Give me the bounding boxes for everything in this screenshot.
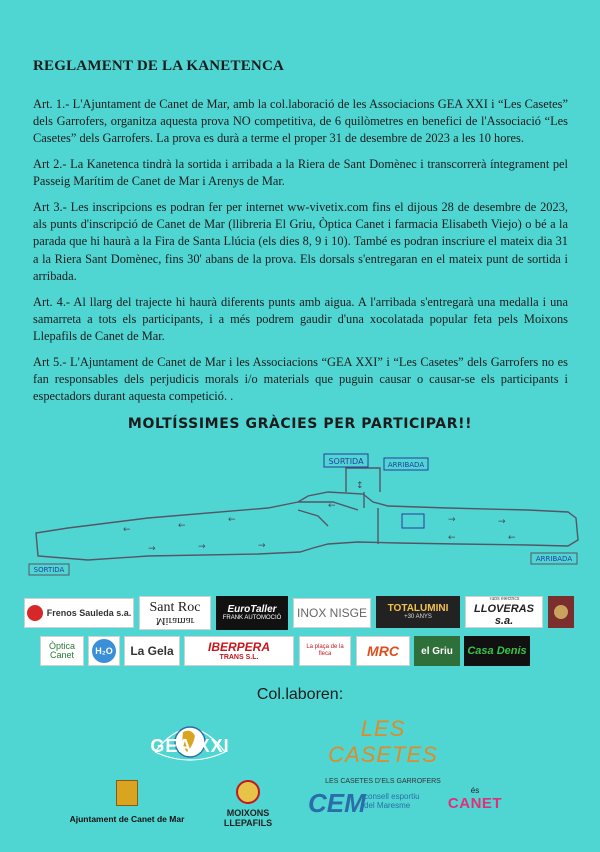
sponsor-la-placa: La plaça de la fleca bbox=[299, 636, 351, 666]
svg-text:←: ← bbox=[228, 515, 236, 525]
collab-les-casetes: LES CASETES LES CASETES D'ELS GARROFERS bbox=[325, 716, 441, 785]
article-2: Art 2.- La Kanetenca tindrà la sortida i arribada a la Riera de Sant Domènec i transcorrerà íntegrament pel Passeig Marítim de Canet de Mar i Arenys de Mar. bbox=[33, 157, 568, 189]
ajuntament-crest-icon bbox=[116, 780, 138, 806]
svg-text:←: ← bbox=[123, 525, 131, 535]
sponsor-totalumini: TOTALUMINI +30 ANYS bbox=[376, 596, 460, 628]
sponsor-sant-roc: Sant Roc Miramar bbox=[139, 596, 211, 630]
svg-text:←: ← bbox=[448, 533, 456, 543]
sponsor-casa-denis: Casa Denis bbox=[464, 636, 530, 666]
svg-text:→: → bbox=[498, 517, 506, 527]
collab-heading: Col.laboren: bbox=[256, 686, 344, 703]
sponsor-lloveras: Tubs elèctrics LLOVERAS s.a. bbox=[465, 596, 543, 628]
svg-text:→: → bbox=[448, 515, 456, 525]
sponsor-inox-nisge: INOX NISGE bbox=[293, 598, 371, 628]
collab-gea-xxi: GEA XXI bbox=[125, 712, 255, 772]
collab-ajuntament: Ajuntament de Canet de Mar bbox=[62, 780, 192, 830]
route-map bbox=[28, 448, 583, 588]
route-outline bbox=[36, 468, 578, 560]
cem-logo-icon: CEM bbox=[308, 788, 366, 818]
sponsor-badge bbox=[548, 596, 574, 628]
sponsor-frenos-sauleda: Frenos Sauleda s.a. bbox=[24, 598, 134, 628]
map-label-sortida: SORTIDA bbox=[328, 457, 364, 466]
article-5: Art 5.- L'Ajuntament de Canet de Mar i les Associacions “GEA XXI” i “Les Casetes” dels Garrofers no es fan responsables dels perjudicis morals i/o materials que puguin causar o causar-se els participants i espectadors durant aquesta competició. . bbox=[33, 355, 568, 404]
svg-text:↕: ↕ bbox=[356, 481, 364, 491]
svg-text:→: → bbox=[258, 541, 266, 551]
article-4: Art. 4.- Al llarg del trajecte hi haurà diferents punts amb aigua. A l'arribada s'entregarà una medalla i una samarreta a tots els participants, i a més podrem gaudir d'una xocolatada popular feta pels Moixons Llepafils de Canet de Mar. bbox=[33, 295, 568, 344]
sponsor-optica-canet: Òptica Canet bbox=[40, 636, 84, 666]
svg-text:→: → bbox=[198, 542, 206, 552]
svg-text:→: → bbox=[148, 544, 156, 554]
thanks-banner: MOLTÍSSIMES GRÀCIES PER PARTICIPAR!! bbox=[127, 416, 473, 432]
sauleda-logo-icon bbox=[27, 605, 43, 621]
article-1: Art. 1.- L'Ajuntament de Canet de Mar, amb la col.laboració de les Associacions GEA XXI i “Les Casetes” dels Garrofers, organitza aquesta prova NO competitiva, de 6 quilòmetres en benefici de l'Associació “Les Casetes” dels Garrofers. La prova es durà a terme el proper 31 de desembre de 2023 a les 10 hores. bbox=[33, 97, 568, 146]
page-title: REGLAMENT DE LA KANETENCA bbox=[33, 58, 285, 74]
map-label-start-right: ARRIBADA bbox=[535, 555, 573, 563]
map-label-arribada: ARRIBADA bbox=[387, 461, 425, 469]
sponsor-iberpera: IBERPERA TRANS S.L. bbox=[184, 636, 294, 666]
sponsor-mrc: MRC bbox=[356, 636, 410, 666]
svg-text:←: ← bbox=[508, 533, 516, 543]
map-label-start-left: SORTIDA bbox=[33, 566, 65, 574]
sponsor-el-griu: el Griu bbox=[414, 636, 460, 666]
sponsor-eurotaller: EuroTaller FRANK AUTOMOCIÓ bbox=[216, 596, 288, 630]
sponsor-la-gela: La Gela bbox=[124, 636, 180, 666]
collab-es-canet: és CANET bbox=[447, 786, 503, 812]
article-3: Art 3.- Les inscripcions es podran fer per internet ww-vivetix.com fins el dijous 28 de desembre de 2023, als punts d'inscripció de Canet de Mar (llibreria El Griu, Òptica Canet i farmacia Elisabeth Viejo) o bé a la parada que hi haurà a la Fira de Santa Llúcia (els dies 8, 9 i 10). També es podran inscriure el mateix dia 31 a la Riera Sant Domènec, fins 30' abans de la prova. Els dorsals s'entregaran en el mateix punt de sortida i arribada. bbox=[33, 200, 568, 283]
moixons-logo-icon bbox=[236, 780, 260, 804]
svg-text:←: ← bbox=[328, 501, 336, 511]
svg-text:←: ← bbox=[178, 521, 186, 531]
collab-consell-esportiu: CEM consell esportiu del Maresme bbox=[308, 788, 420, 818]
sponsor-h2o: H₂O bbox=[88, 636, 120, 666]
badge-icon bbox=[554, 605, 568, 619]
collab-moixons: MOIXONS LLEPAFILS bbox=[206, 780, 290, 832]
